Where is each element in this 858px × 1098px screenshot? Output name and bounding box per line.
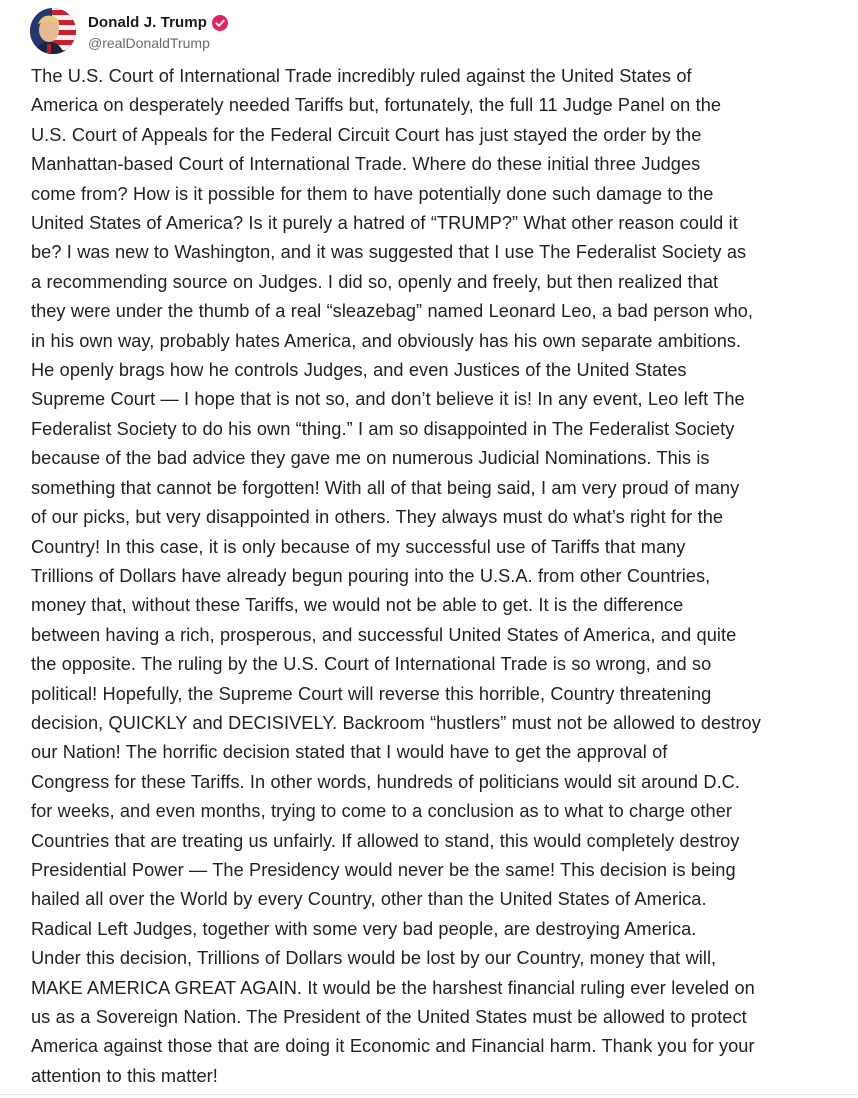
post-line: Presidential Power — The Presidency would never be the same! This decision is being bbox=[31, 859, 736, 880]
post-line: in his own way, probably hates America, and obviously has his own separate ambitions. bbox=[31, 330, 742, 351]
post-line: money that, without these Tariffs, we would not be able to get. It is the difference bbox=[31, 595, 684, 616]
avatar-image bbox=[30, 8, 76, 54]
post-line: come from? How is it possible for them to have potentially done such damage to the bbox=[31, 183, 714, 204]
post-line: hailed all over the World by every Country, other than the United States of America. bbox=[31, 889, 707, 910]
post-line: be? I was new to Washington, and it was suggested that I use The Federalist Society as bbox=[31, 242, 747, 263]
post-line: Congress for these Tariffs. In other words, hundreds of politicians would sit around D.C. bbox=[31, 771, 740, 792]
post-line: United States of America? Is it purely a hatred of “TRUMP?” What other reason could it bbox=[31, 213, 738, 234]
post-line: Federalist Society to do his own “thing.” I am so disappointed in The Federalist Society bbox=[31, 418, 735, 439]
post-line: between having a rich, prosperous, and successful United States of America, and quite bbox=[31, 624, 737, 645]
post-header bbox=[30, 8, 228, 54]
name-row bbox=[88, 12, 228, 34]
post-line: something that cannot be forgotten! With all of that being said, I am very proud of many bbox=[31, 477, 740, 498]
handle[interactable]: @realDonaldTrump bbox=[88, 34, 210, 51]
post-line: a recommending source on Judges. I did so, openly and freely, but then realized that bbox=[31, 271, 719, 292]
verified-badge-icon bbox=[212, 15, 228, 31]
divider bbox=[0, 1094, 858, 1095]
avatar[interactable] bbox=[30, 8, 76, 54]
post-line: because of the bad advice they gave me on numerous Judicial Nominations. This is bbox=[31, 448, 710, 469]
post-line: MAKE AMERICA GREAT AGAIN. It would be the harshest financial ruling ever leveled on bbox=[31, 977, 755, 998]
display-name[interactable]: Donald J. Trump bbox=[88, 14, 208, 31]
post-line: political! Hopefully, the Supreme Court will reverse this horrible, Country threatening bbox=[31, 683, 712, 704]
post-line: of our picks, but very disappointed in others. They always must do what’s right for the bbox=[31, 507, 724, 528]
post-line: for weeks, and even months, trying to come to a conclusion as to what to charge other bbox=[31, 801, 732, 822]
post-line: Manhattan-based Court of International Trade. Where do these initial three Judges bbox=[31, 154, 701, 175]
post-line: Countries that are treating us unfairly. If allowed to stand, this would completely destroy bbox=[31, 830, 740, 851]
post-line: they were under the thumb of a real “sleazebag” named Leonard Leo, a bad person who, bbox=[31, 301, 754, 322]
post-line: America on desperately needed Tariffs but, fortunately, the full 11 Judge Panel on the bbox=[31, 95, 722, 116]
post-line: us as a Sovereign Nation. The President of the United States must be allowed to protect bbox=[31, 1007, 747, 1027]
post-line: the opposite. The ruling by the U.S. Court of International Trade is so wrong, and so bbox=[31, 654, 712, 675]
post-line: America against those that are doing it Economic and Financial harm. Thank you for your bbox=[31, 1036, 755, 1057]
post-line: Under this decision, Trillions of Dollars would be lost by our Country, money that will, bbox=[31, 948, 717, 969]
post-line: attention to this matter! bbox=[31, 1065, 218, 1086]
author-info bbox=[88, 12, 228, 51]
post-line: He openly brags how he controls Judges, and even Justices of the United States bbox=[31, 360, 687, 381]
post-body bbox=[31, 62, 831, 1091]
post-line: The U.S. Court of International Trade incredibly ruled against the United States of bbox=[31, 66, 692, 86]
post-line: Trillions of Dollars have already begun pouring into the U.S.A. from other Countries, bbox=[31, 565, 711, 586]
post-line: decision, QUICKLY and DECISIVELY. Backroom “hustlers” must not be allowed to destroy bbox=[31, 712, 761, 733]
post-line: Supreme Court — I hope that is not so, and don’t believe it is! In any event, Leo left The bbox=[31, 389, 745, 410]
post-line: U.S. Court of Appeals for the Federal Circuit Court has just stayed the order by the bbox=[31, 124, 702, 145]
post-line: our Nation! The horrific decision stated that I would have to get the approval of bbox=[31, 742, 668, 763]
post-line: Country! In this case, it is only because of my successful use of Tariffs that many bbox=[31, 536, 686, 557]
post-line: Radical Left Judges, together with some very bad people, are destroying America. bbox=[31, 918, 697, 939]
